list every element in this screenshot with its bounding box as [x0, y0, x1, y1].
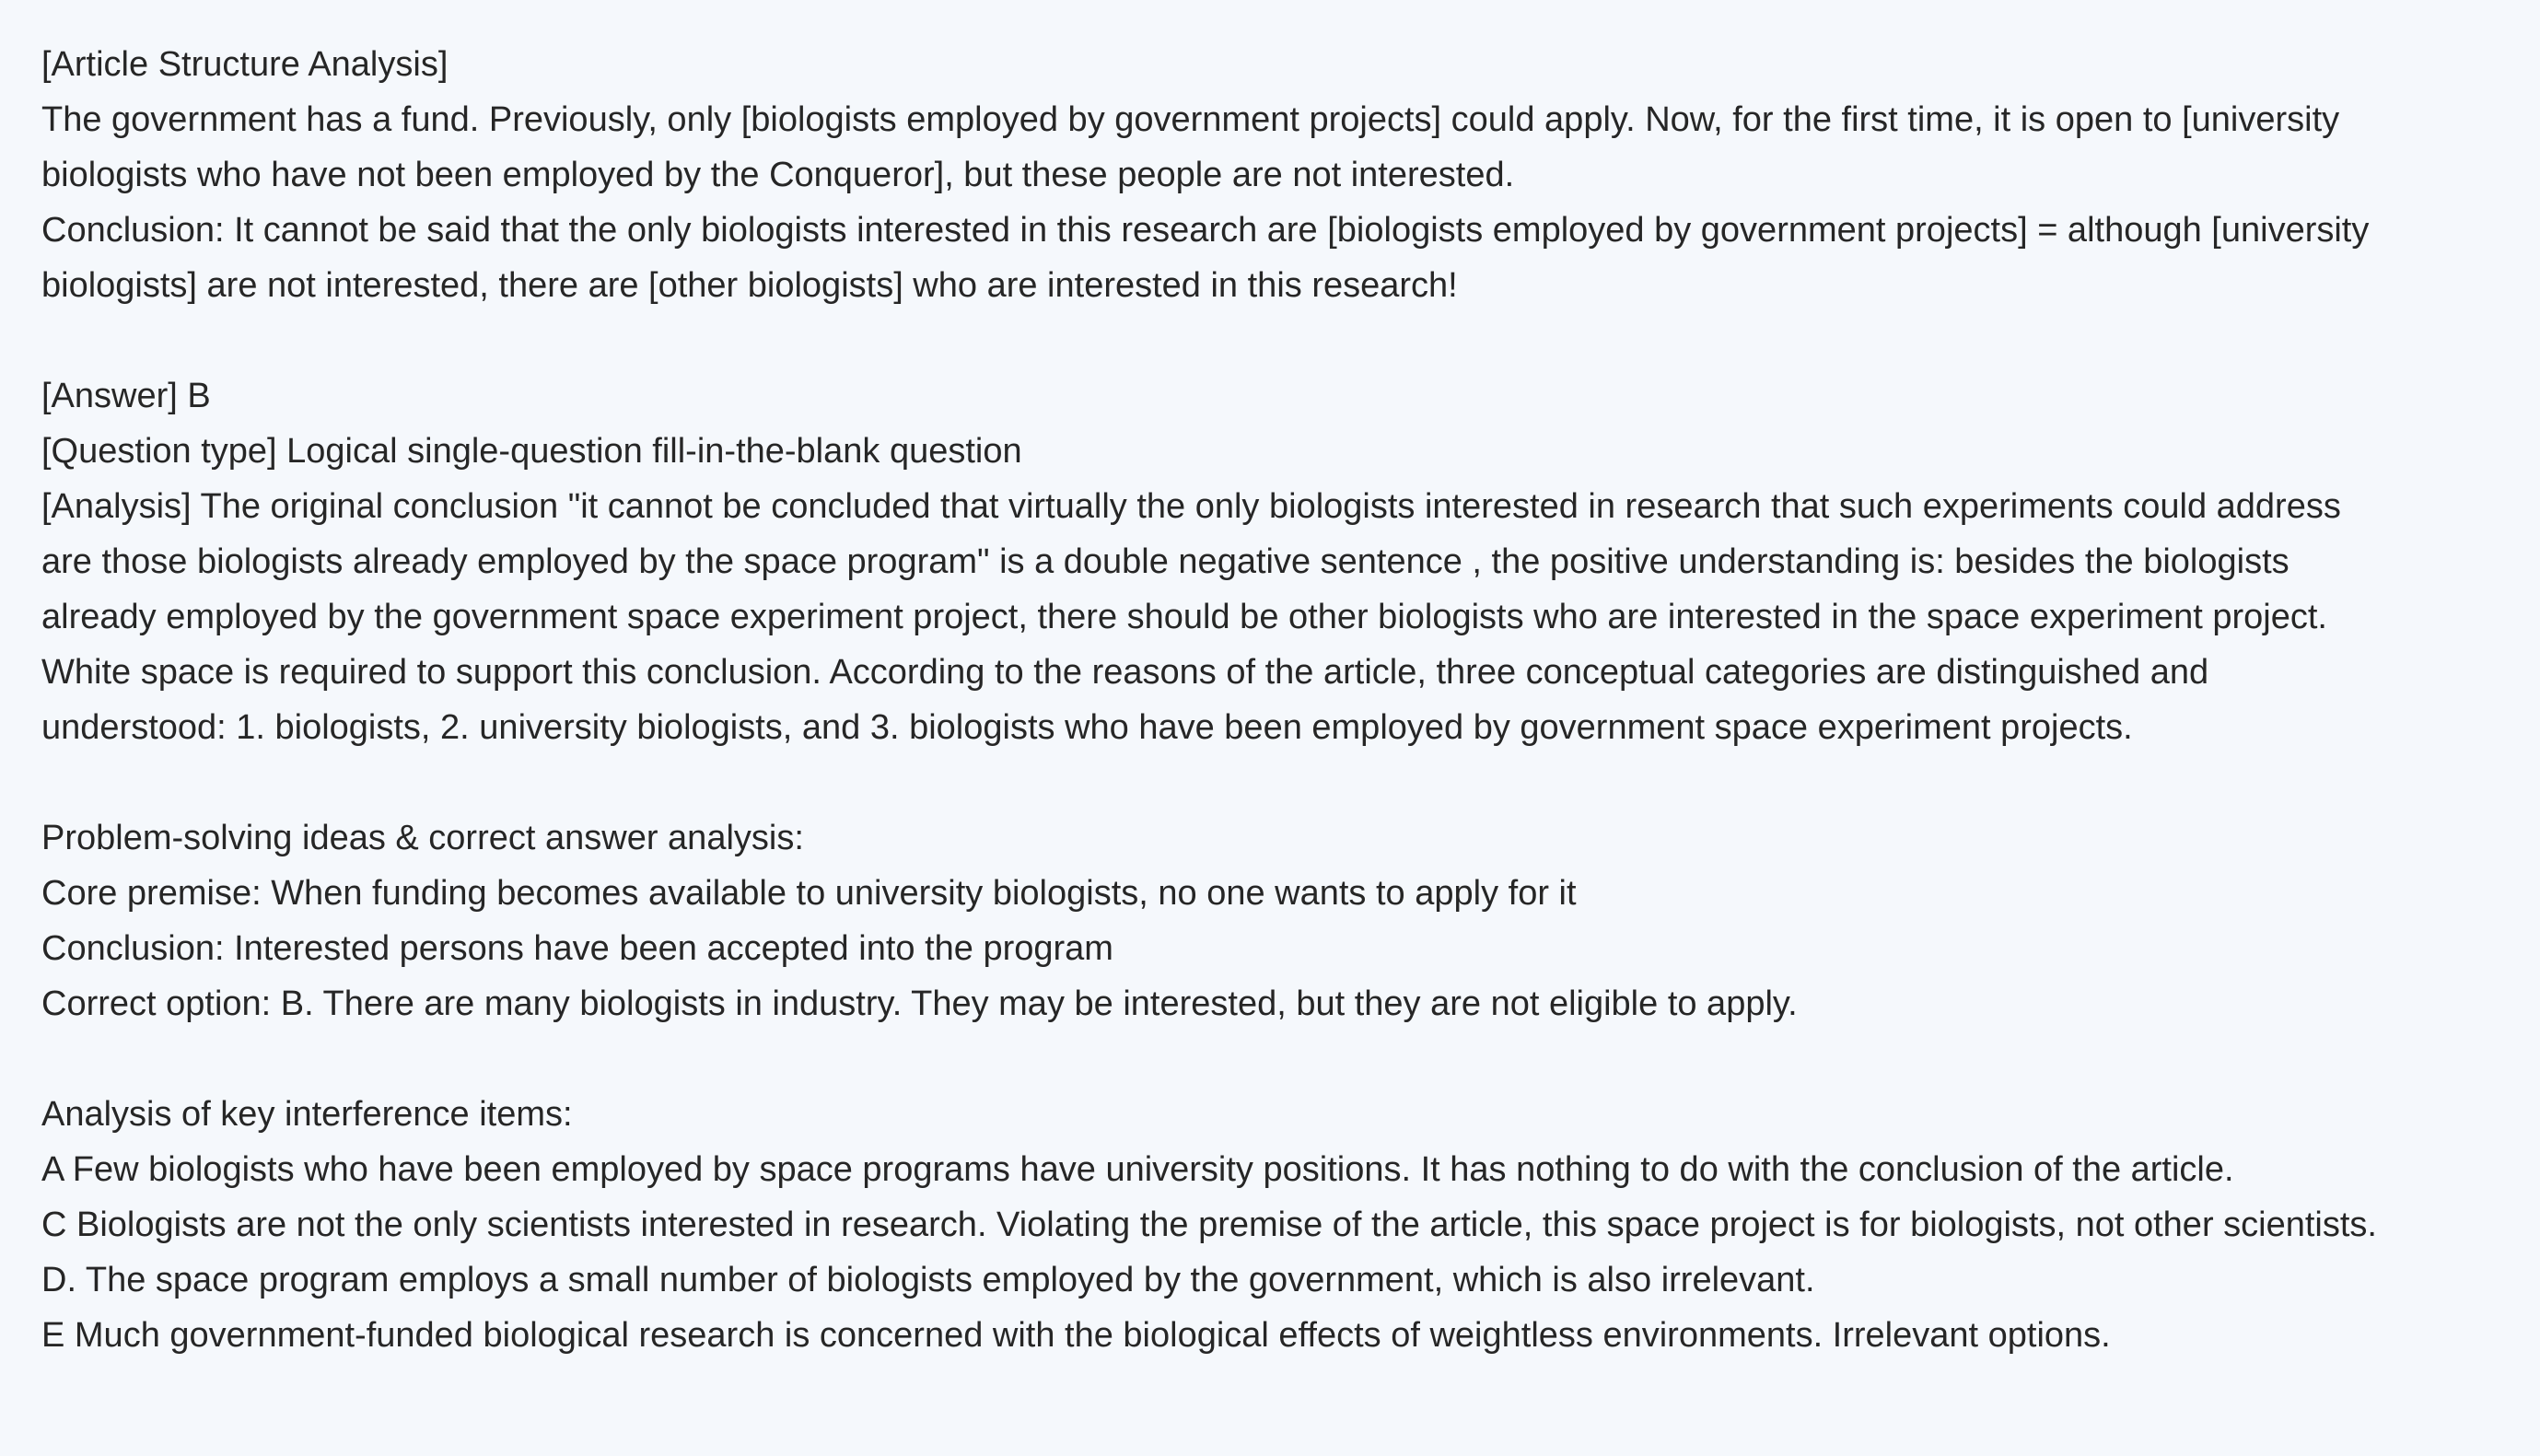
paragraph-spacer — [41, 755, 2519, 810]
option-analysis-e: E Much government-funded biological research is concerned with the biological effects of weightless environments. Irrelevant options. — [41, 1316, 2111, 1355]
text-line: biologists who have not been employed by the Conqueror], but these people are not interested. — [41, 156, 1515, 194]
question-type-line: [Question type] Logical single-question fill-in-the-blank question — [41, 432, 1022, 471]
paragraph-spacer — [41, 1031, 2519, 1087]
text-line: Conclusion: It cannot be said that the only biologists interested in this research are [biologists employed by government projects] = although [university — [41, 211, 2370, 250]
text-line: Correct option: B. There are many biologists in industry. They may be interested, but they are not eligible to apply. — [41, 984, 1798, 1023]
text-line: biologists] are not interested, there are [other biologists] who are interested in this research! — [41, 266, 1458, 305]
text-line: [Analysis] The original conclusion "it cannot be concluded that virtually the only biologists interested in research that such experiments could address — [41, 487, 2341, 526]
document-body — [41, 37, 2519, 1363]
section-heading-article-structure: [Article Structure Analysis] — [41, 45, 449, 84]
text-line: understood: 1. biologists, 2. university biologists, and 3. biologists who have been employed by government space experiment projects. — [41, 708, 2133, 747]
option-analysis-c: C Biologists are not the only scientists interested in research. Violating the premise of the article, this space project is for biologists, not other scientists. — [41, 1206, 2377, 1244]
answer-line: [Answer] B — [41, 377, 211, 415]
text-line: Core premise: When funding becomes available to university biologists, no one wants to apply for it — [41, 874, 1577, 913]
text-line: Conclusion: Interested persons have been accepted into the program — [41, 929, 1113, 968]
option-analysis-a: A Few biologists who have been employed by space programs have university positions. It has nothing to do with the conclusion of the article. — [41, 1150, 2234, 1189]
option-analysis-d: D. The space program employs a small number of biologists employed by the government, which is also irrelevant. — [41, 1261, 1815, 1299]
text-line: The government has a fund. Previously, only [biologists employed by government projects] could apply. Now, for the first time, it is open to [university — [41, 100, 2340, 139]
text-line: White space is required to support this conclusion. According to the reasons of the article, three conceptual categories are distinguished and — [41, 653, 2209, 692]
text-line: already employed by the government space experiment project, there should be other biologists who are interested in the space experiment project. — [41, 598, 2327, 636]
text-line: are those biologists already employed by the space program" is a double negative sentence , the positive understanding is: besides the biologists — [41, 542, 2289, 581]
paragraph-spacer — [41, 313, 2519, 368]
section-heading-interference-items: Analysis of key interference items: — [41, 1095, 573, 1134]
section-heading-problem-solving: Problem-solving ideas & correct answer analysis: — [41, 819, 804, 857]
